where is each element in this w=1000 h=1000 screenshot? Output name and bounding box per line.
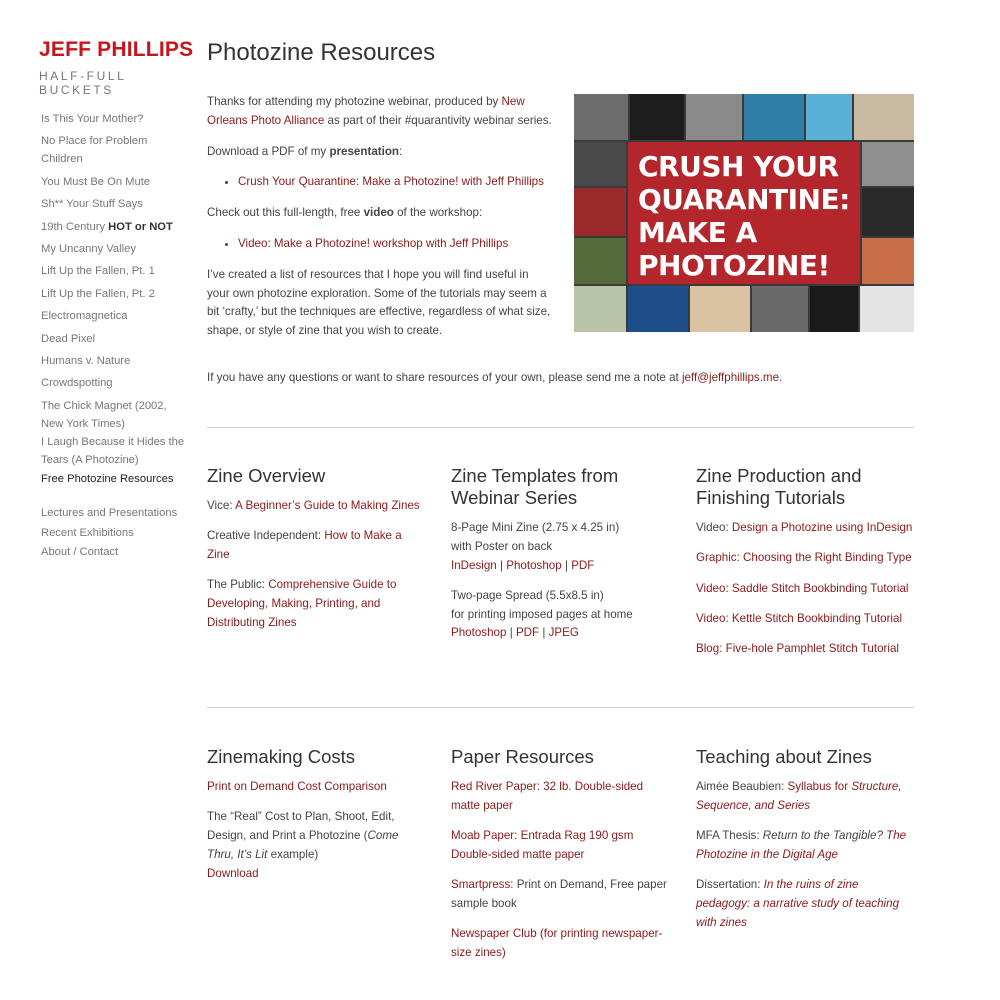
link-italic-text: In the ruins of zine pedagogy: a narrative study of teaching with zines xyxy=(696,878,900,929)
moab-link[interactable]: Moab Paper: Entrada Rag 190 gsm Double-sided matte paper xyxy=(451,829,634,861)
section-title: Paper Resources xyxy=(451,746,594,767)
nav-item-current[interactable]: Free Photozine Resources xyxy=(41,473,174,485)
tutorial-item xyxy=(696,519,914,538)
text: ( xyxy=(363,829,368,843)
photoshop-template-link[interactable]: Photoshop xyxy=(506,558,562,572)
resource-item xyxy=(207,778,425,797)
indesign-video-link[interactable]: Design a Photozine using InDesign xyxy=(731,521,913,534)
hero-headline xyxy=(638,150,850,282)
text: example) xyxy=(267,847,319,861)
resource-item xyxy=(451,827,669,865)
hero-line: CRUSH YOUR xyxy=(638,150,839,183)
hero-line: MAKE A xyxy=(638,216,757,249)
resource-item xyxy=(696,778,914,816)
hero-line: QUARANTINE: xyxy=(638,183,850,216)
smartpress-link[interactable]: Smartpress xyxy=(451,878,511,892)
the-public-link[interactable]: Comprehensive Guide to Developing, Making, Printing, and Distributing Zines xyxy=(207,578,397,629)
nav-item[interactable]: Is This Your Mother? xyxy=(41,113,144,125)
nav-item-bold: HOT or NOT xyxy=(108,220,173,233)
presentation-paragraph xyxy=(207,143,552,162)
text: If you have any questions or want to share resources of your own, please send me a note at xyxy=(207,371,682,384)
nav-item[interactable]: Humans v. Nature xyxy=(41,354,131,367)
nav-item[interactable]: My Uncanny Valley xyxy=(41,242,136,255)
resource-item xyxy=(207,808,425,883)
vice-link[interactable]: A Beginner’s Guide to Making Zines xyxy=(235,499,420,512)
nav-group-series xyxy=(41,110,191,437)
pdf-spread-link[interactable]: PDF xyxy=(515,626,540,640)
section-paper-resources xyxy=(451,746,669,974)
presentation-pdf-link[interactable]: Crush Your Quarantine: Make a Photozine! with Jeff Phillips xyxy=(238,175,544,189)
download-link[interactable]: Download xyxy=(207,866,259,880)
resources-paragraph: I’ve created a list of resources that I hope you will find useful in your own photozine exploration. Some of the tutorials may seem a bit ‘crafty,’ but the techniques are effective, regardless of what size, shape, or style of zine that you wish to create. xyxy=(207,267,551,338)
intro-paragraph xyxy=(207,93,552,131)
nav-item[interactable]: Dead Pixel xyxy=(41,332,96,345)
text: Thanks for attending my photozine webinar, produced by xyxy=(207,95,502,108)
section-title: Zinemaking Costs xyxy=(207,746,356,767)
section-teaching xyxy=(696,746,914,944)
hero-image xyxy=(574,94,914,332)
separator: | xyxy=(542,626,546,640)
sidebar xyxy=(39,38,199,558)
nav-item[interactable]: Electromagnetica xyxy=(41,310,128,323)
photoshop-spread-link[interactable]: Photoshop xyxy=(451,626,507,640)
text: MFA Thesis: xyxy=(696,829,763,843)
section-title: Zine Templates from Webinar Series xyxy=(451,465,619,508)
main-content xyxy=(207,38,914,960)
nav-item[interactable]: Lift Up the Fallen, Pt. 2 xyxy=(41,287,155,300)
section-zine-production xyxy=(696,465,914,670)
text: Download a PDF of my xyxy=(207,144,330,158)
intro xyxy=(207,93,552,353)
separator: | xyxy=(509,626,513,640)
pod-cost-link[interactable]: Print on Demand Cost Comparison xyxy=(207,780,387,793)
text: Check out this full-length, free xyxy=(207,206,364,220)
text: The “Real” Cost to Plan, Shoot, Edit, Design, and Print a Photozine xyxy=(207,810,395,843)
resource-item xyxy=(207,576,425,632)
indesign-template-link[interactable]: InDesign xyxy=(451,558,497,572)
red-river-link[interactable]: Red River Paper: 32 lb. Double-sided matte paper xyxy=(451,780,644,812)
tutorial-item xyxy=(696,549,914,568)
newspaper-club-link[interactable]: Newspaper Club (for printing newspaper-size zines) xyxy=(451,927,663,960)
resource-item xyxy=(207,497,425,516)
link-italic-text: Structure, Sequence, and Series xyxy=(696,780,902,812)
nav-item[interactable]: Lectures and Presentations xyxy=(41,507,178,519)
template-item xyxy=(451,587,669,643)
text: Video: xyxy=(696,521,732,534)
resource-item xyxy=(696,876,914,932)
jpeg-spread-link[interactable]: JPEG xyxy=(548,626,579,640)
section-title: Zine Production and Finishing Tutorials xyxy=(696,465,862,508)
text: The Public: xyxy=(207,578,269,592)
section-zinemaking-costs xyxy=(207,746,425,895)
section-title: Teaching about Zines xyxy=(696,746,872,767)
bold-text: video xyxy=(363,206,394,220)
pamphlet-stitch-link[interactable]: Blog: Five-hole Pamphlet Stitch Tutorial xyxy=(696,642,899,656)
site-title[interactable]: JEFF PHILLIPS xyxy=(39,38,194,61)
email-link[interactable]: jeff@jeffphillips.me xyxy=(681,371,780,384)
text: for printing imposed pages at home xyxy=(451,607,633,621)
nav-item[interactable]: Recent Exhibitions xyxy=(41,526,134,539)
section-zine-templates xyxy=(451,465,669,655)
italic-text: Return to the Tangible? xyxy=(762,829,887,843)
link-italic-text: The Photozine in the Digital Age xyxy=(696,829,907,861)
video-list xyxy=(207,235,552,254)
separator: | xyxy=(500,558,504,572)
bold-text: presentation xyxy=(329,144,400,158)
section-title: Zine Overview xyxy=(207,465,326,486)
text: as part of their #quarantivity webinar series. xyxy=(324,113,552,127)
hero-line: PHOTOZINE! xyxy=(638,249,830,282)
binding-graphic-link[interactable]: Graphic: Choosing the Right Binding Type xyxy=(696,551,912,565)
nav-item[interactable]: The Chick Magnet (2002, New York Times) xyxy=(41,399,167,430)
resource-item xyxy=(451,925,669,963)
nav-group-zines xyxy=(41,433,191,488)
nav-item[interactable]: About / Contact xyxy=(41,546,119,558)
link-text: Syllabus for xyxy=(787,780,852,793)
text: with Poster on back xyxy=(451,539,553,553)
nav-item[interactable]: Crowdspotting xyxy=(41,377,113,390)
text: Two-page Spread (5.5x8.5 in) xyxy=(451,588,604,602)
contact-paragraph xyxy=(207,369,914,387)
nav-item[interactable]: You Must Be On Mute xyxy=(41,175,151,188)
section-zine-overview xyxy=(207,465,425,644)
resource-item xyxy=(451,876,669,914)
nav-item[interactable]: Sh** Your Stuff Says xyxy=(41,198,143,211)
list-item xyxy=(238,235,552,254)
divider xyxy=(207,427,914,428)
template-item xyxy=(451,519,669,575)
nav-item[interactable]: Lift Up the Fallen, Pt. 1 xyxy=(41,265,155,278)
text: 8-Page Mini Zine (2.75 x 4.25 in) xyxy=(451,521,620,534)
nav-item[interactable]: No Place for Problem Children xyxy=(41,135,148,166)
workshop-video-link[interactable]: Video: Make a Photozine! workshop with Jeff Phillips xyxy=(238,236,509,250)
text: Aimée Beaubien: xyxy=(696,780,788,793)
text: Vice: xyxy=(207,499,236,512)
creative-independent-link[interactable]: How to Make a Zine xyxy=(207,529,402,562)
separator: | xyxy=(564,558,568,572)
tutorial-item xyxy=(696,640,914,659)
tutorial-item xyxy=(696,580,914,599)
nav-item[interactable] xyxy=(41,218,191,236)
site-subtitle: HALF-FULL BUCKETS xyxy=(39,69,126,97)
presentation-list xyxy=(207,173,552,192)
text: of the workshop: xyxy=(393,206,483,220)
resource-item xyxy=(696,827,914,865)
text: : Print on Demand, Free paper sample book xyxy=(451,878,667,910)
text: . xyxy=(779,371,783,384)
text: : xyxy=(399,144,403,158)
resource-item xyxy=(451,778,669,816)
list-item xyxy=(238,173,552,192)
nav-group-info xyxy=(41,504,191,563)
nav-item[interactable]: I Laugh Because it Hides the Tears (A Photozine) xyxy=(41,436,185,466)
text: Creative Independent: xyxy=(207,529,325,543)
page-title: Photozine Resources xyxy=(207,39,436,66)
nav-item-label: 19th Century xyxy=(41,220,106,233)
divider xyxy=(207,707,914,708)
kettle-stitch-link[interactable]: Video: Kettle Stitch Bookbinding Tutorial xyxy=(696,611,903,625)
saddle-stitch-link[interactable]: Video: Saddle Stitch Bookbinding Tutorial xyxy=(696,581,909,595)
video-paragraph xyxy=(207,204,552,223)
resource-item xyxy=(207,527,425,565)
nopa-link[interactable]: New Orleans Photo Alliance xyxy=(207,95,525,127)
pdf-template-link[interactable]: PDF xyxy=(571,558,595,572)
text: Dissertation: xyxy=(696,878,764,892)
italic-text: Come Thru, It’s Lit xyxy=(207,829,399,861)
tutorial-item xyxy=(696,610,914,629)
